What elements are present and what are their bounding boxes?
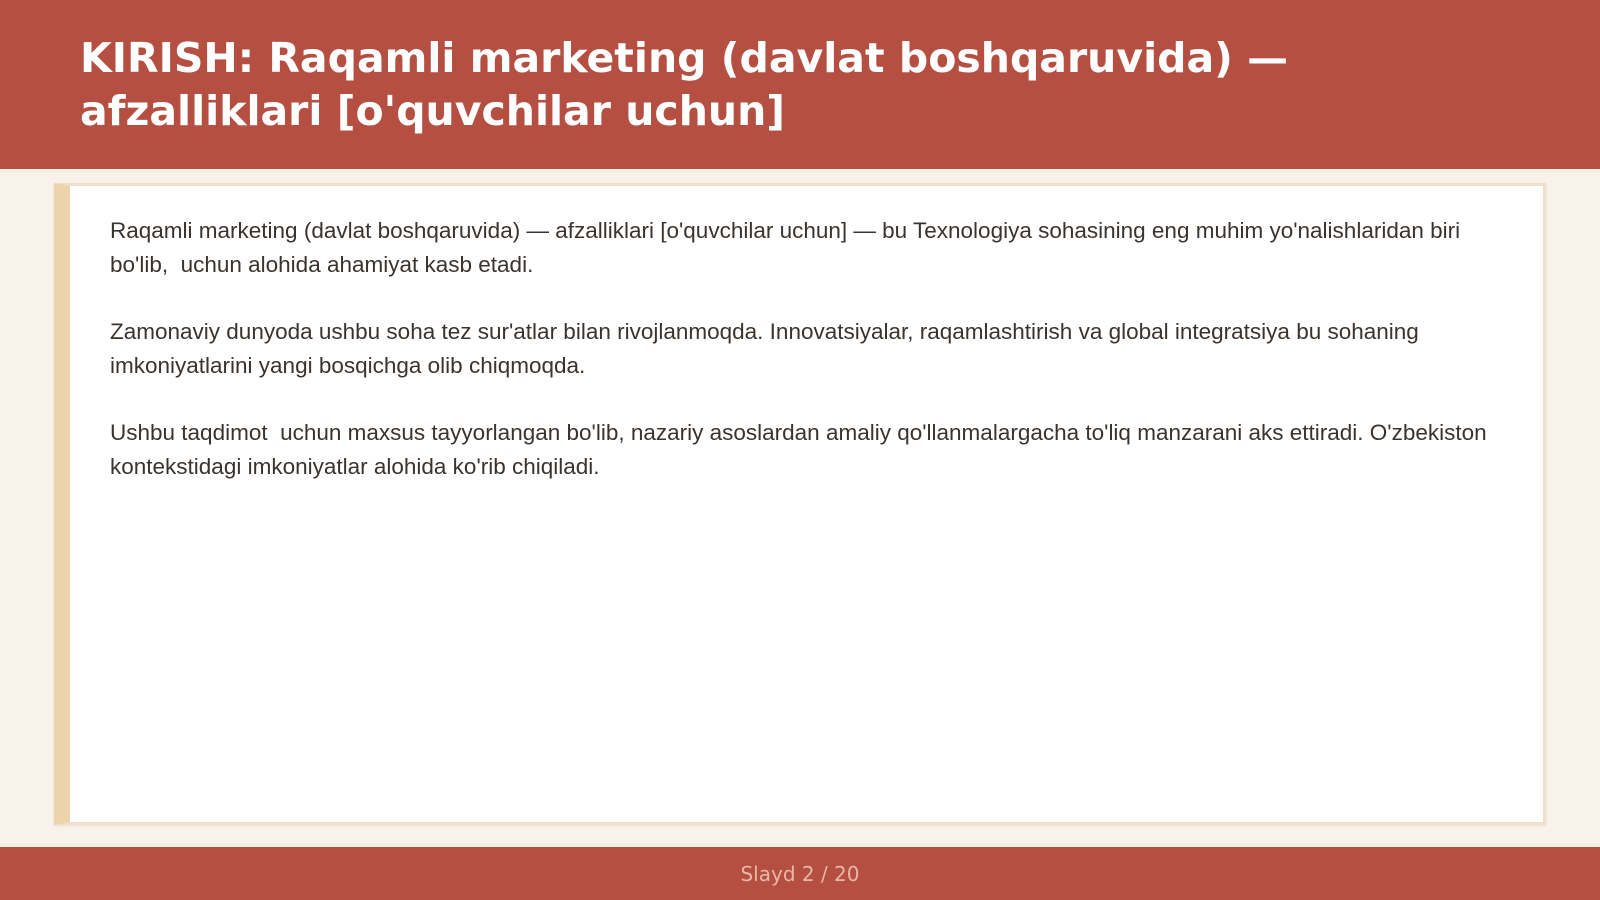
slide-number: Slayd 2 / 20 — [740, 861, 860, 886]
slide-title: KIRISH: Raqamli marketing (davlat boshqaruvida) — afzalliklari [o'quvchilar uchun] — [80, 34, 1289, 135]
presentation-scope-paragraph: Ushbu taqdimot uchun maxsus tayyorlangan bo'lib, nazariy asoslardan amaliy qo'llanmalargacha to'liq manzarani aks ettiradi. O'zbekiston kontekstidagi imkoniyatlar alohida ko'rib chiqiladi. — [110, 420, 1493, 479]
content-card — [54, 183, 1546, 825]
slide-footer — [0, 847, 1600, 900]
slide-header — [0, 0, 1600, 169]
development-paragraph: Zamonaviy dunyoda ushbu soha tez sur'atlar bilan rivojlanmoqda. Innovatsiyalar, raqamlashtirish va global integratsiya bu sohaning imkoniyatlarini yangi bosqichga olib chiqmoqda. — [110, 319, 1426, 378]
intro-paragraph: Raqamli marketing (davlat boshqaruvida) — afzalliklari [o'quvchilar uchun] — bu Texnologiya sohasining eng muhim yo'nalishlaridan biri bo'lib, uchun alohida ahamiyat kasb etadi. — [110, 218, 1467, 277]
